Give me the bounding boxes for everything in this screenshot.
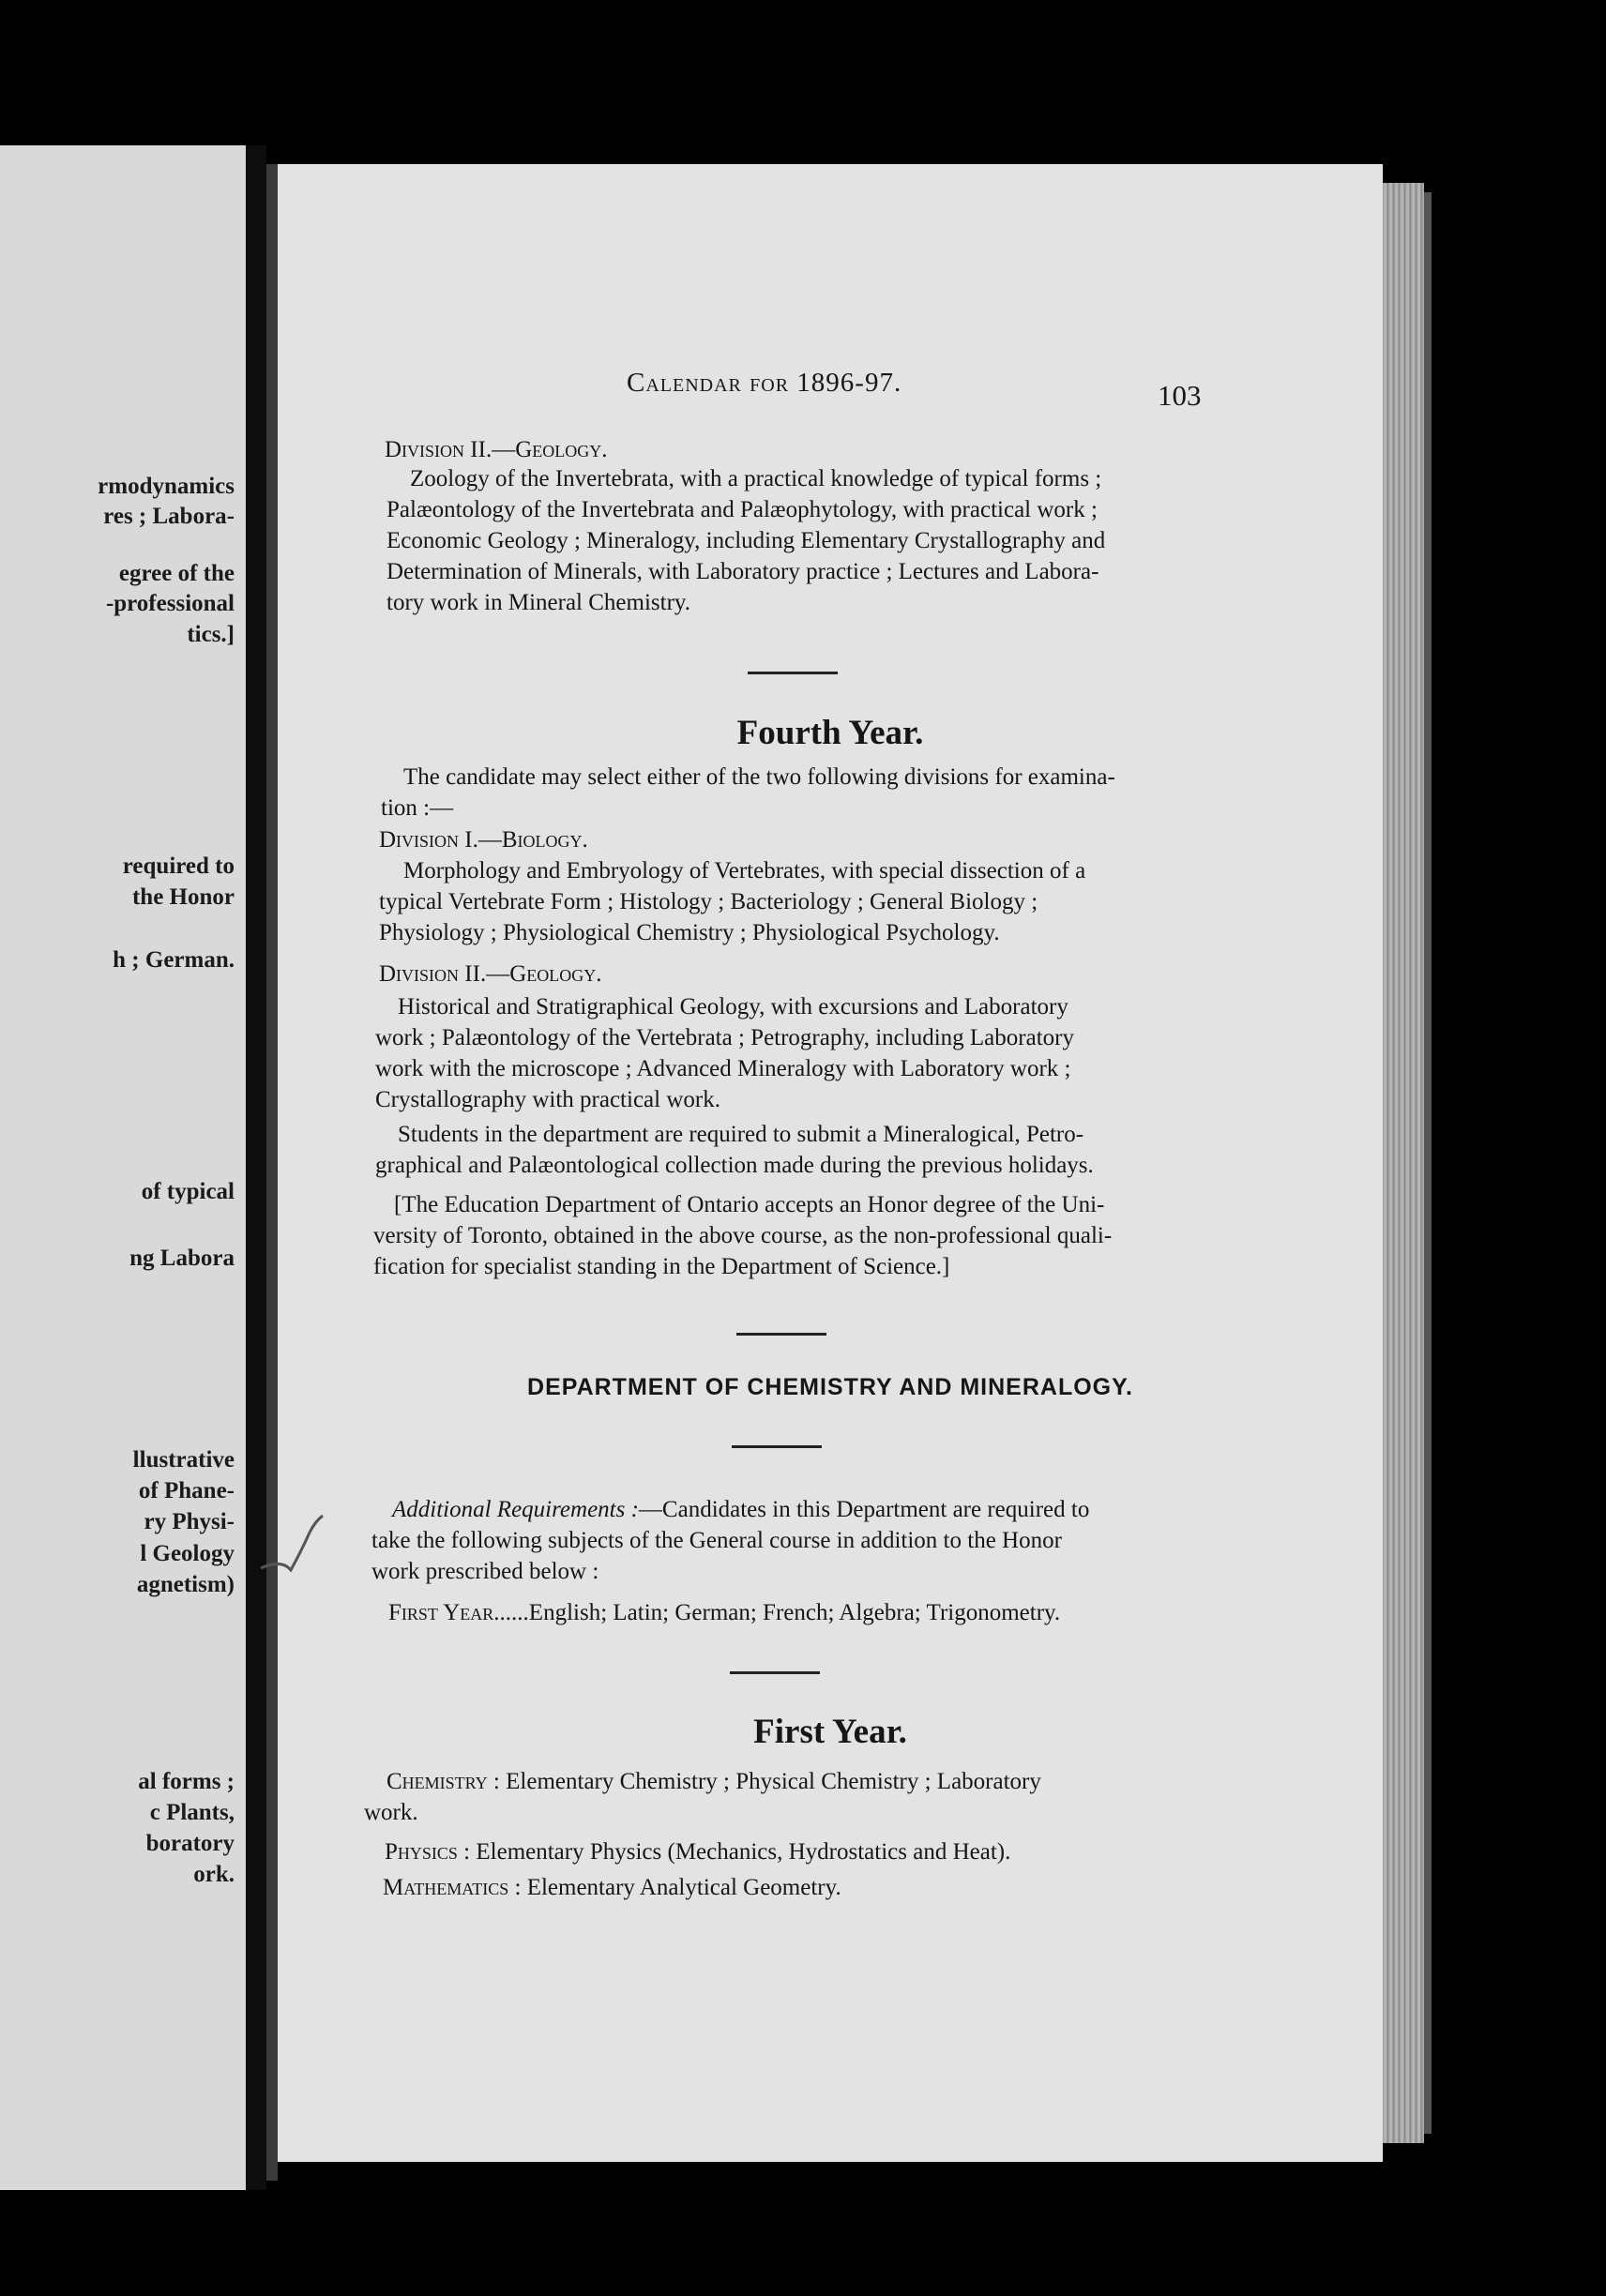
division-label: Division II.—Geology.: [385, 437, 608, 462]
left-page-fragment: res ; Labora-: [103, 504, 235, 529]
text-line: Morphology and Embryology of Vertebrates, with special dissection of a: [403, 858, 1086, 884]
section-heading: First Year.: [753, 1713, 907, 1751]
left-page-fragment: rmodynamics: [98, 474, 235, 499]
text-line: [385, 1839, 1010, 1866]
department-heading: DEPARTMENT OF CHEMISTRY AND MINERALOGY.: [527, 1374, 1133, 1400]
first-year-label: First Year: [388, 1600, 494, 1625]
left-page-fragment: boratory: [145, 1831, 235, 1856]
text-line: tory work in Mineral Chemistry.: [386, 590, 691, 615]
pencil-mark-icon: [253, 1512, 338, 1578]
text-line: Historical and Stratigraphical Geology, with excursions and Laboratory: [398, 994, 1068, 1020]
gutter-shadow: [266, 164, 278, 2181]
left-page-fragment: the Honor: [131, 884, 235, 910]
running-header: Calendar for 1896-97.: [627, 368, 902, 398]
subject-label: Mathematics :: [383, 1875, 522, 1900]
subject-label: Physics :: [385, 1839, 471, 1865]
page-number: 103: [1158, 379, 1202, 412]
page-edges: [1383, 183, 1424, 2143]
left-page-fragment: required to: [122, 853, 235, 879]
section-rule: [732, 1445, 822, 1448]
text-line: work prescribed below :: [371, 1559, 599, 1584]
left-page-fragment: -professional: [105, 591, 235, 616]
section-rule: [736, 1333, 826, 1336]
text-line: Palæontology of the Invertebrata and Palæophytology, with practical work ;: [386, 497, 1098, 522]
text-line: [386, 1769, 1041, 1795]
section-heading: Fourth Year.: [736, 714, 924, 752]
left-page-fragment: agnetism): [136, 1572, 235, 1597]
text-line: graphical and Palæontological collection made during the previous holidays.: [375, 1153, 1094, 1178]
text-line: Crystallography with practical work.: [375, 1087, 720, 1112]
text-line: Zoology of the Invertebrata, with a practical knowledge of typical forms ;: [410, 466, 1102, 491]
text-line: [383, 1875, 841, 1901]
text-line: Physiology ; Physiological Chemistry ; Physiological Psychology.: [379, 920, 1000, 945]
left-page-fragment: ry Physi-: [144, 1509, 235, 1534]
left-page-fragment: egree of the: [118, 561, 235, 586]
text-run: ......English; Latin; German; French; Algebra; Trigonometry.: [493, 1600, 1061, 1625]
text-line: work ; Palæontology of the Vertebrata ; Petrography, including Laboratory: [375, 1025, 1074, 1050]
text-line: Students in the department are required to submit a Mineralogical, Petro-: [398, 1122, 1084, 1147]
book-gutter: [246, 145, 266, 2190]
text-line: work with the microscope ; Advanced Mineralogy with Laboratory work ;: [375, 1056, 1071, 1081]
left-page-fragment: of typical: [141, 1179, 235, 1204]
text-run: —Candidates in this Department are required to: [638, 1497, 1090, 1522]
text-line: work.: [364, 1800, 418, 1825]
section-rule: [748, 672, 838, 674]
division-label: Division II.—Geology.: [379, 961, 602, 987]
text-run: Elementary Chemistry ; Physical Chemistry ; Laboratory: [499, 1769, 1041, 1794]
section-rule: [730, 1671, 820, 1674]
left-page-fragment: c Plants,: [149, 1800, 235, 1825]
text-line: [388, 1600, 1060, 1626]
text-line: fication for specialist standing in the Department of Science.]: [373, 1254, 950, 1279]
division-label: Division I.—Biology.: [379, 827, 588, 853]
left-page-fragment: ng Labora: [129, 1246, 235, 1271]
left-page-fragment: h ; German.: [113, 947, 235, 973]
left-page-fragment: tics.]: [187, 622, 235, 647]
subject-label: Chemistry :: [386, 1769, 500, 1794]
text-run: Elementary Physics (Mechanics, Hydrostatics and Heat).: [470, 1839, 1011, 1865]
text-line: tion :—: [381, 795, 454, 821]
text-run: Elementary Analytical Geometry.: [521, 1875, 841, 1900]
text-line: [The Education Department of Ontario accepts an Honor degree of the Uni-: [394, 1192, 1105, 1217]
text-line: The candidate may select either of the two following divisions for examina-: [403, 764, 1115, 790]
text-line: Economic Geology ; Mineralogy, including Elementary Crystallography and: [386, 528, 1106, 553]
left-page-fragment: llustrative: [132, 1447, 235, 1473]
left-page-fragment: ork.: [193, 1862, 235, 1887]
left-page: [0, 145, 246, 2190]
page-edge-shadow: [1424, 192, 1432, 2134]
additional-requirements-label: Additional Requirements :: [392, 1497, 639, 1522]
text-line: Determination of Minerals, with Laboratory practice ; Lectures and Labora-: [386, 559, 1099, 584]
text-line: versity of Toronto, obtained in the above course, as the non-professional quali-: [373, 1223, 1113, 1248]
text-line: typical Vertebrate Form ; Histology ; Bacteriology ; General Biology ;: [379, 889, 1038, 914]
text-line: [392, 1497, 1089, 1523]
left-page-fragment: of Phane-: [138, 1478, 235, 1503]
text-line: take the following subjects of the General course in addition to the Honor: [371, 1528, 1062, 1553]
left-page-fragment: al forms ;: [138, 1769, 235, 1794]
left-page-fragment: l Geology: [140, 1541, 235, 1566]
